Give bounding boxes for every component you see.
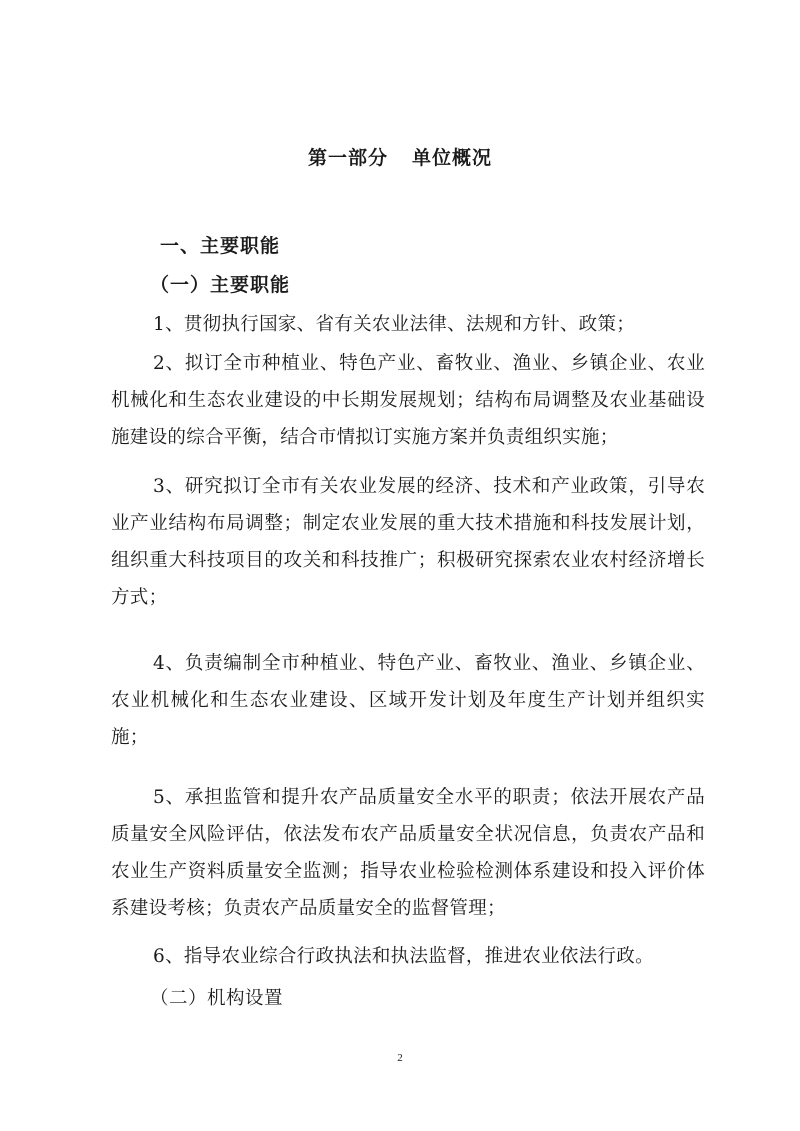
title-part-2: 单位概况 <box>412 147 493 169</box>
paragraph-item-5: 5、承担监管和提升农产品质量安全水平的职责；依法开展农产品质量安全风险评估，依法发布农产品质量安全状况信息，负责农产品和农业生产资料质量安全监测；指导农业检验检测体系建设和投入评价体系建设考核；负责农产品质量安全的监督管理； <box>111 787 705 919</box>
title-part-1: 第一部分 <box>307 147 388 169</box>
paragraph-item-2: 2、拟订全市种植业、特色产业、畜牧业、渔业、乡镇企业、农业机械化和生态农业建设的中长期发展规划；结构布局调整及农业基础设施建设的综合平衡，结合市情拟订实施方案并负责组织实施； <box>111 353 705 448</box>
paragraph-item-3: 3、研究拟订全市有关农业发展的经济、技术和产业政策，引导农业产业结构布局调整；制定农业发展的重大技术措施和科技发展计划，组织重大科技项目的攻关和科技推广；积极研究探索农业农村经济增长方式； <box>111 476 705 608</box>
paragraph-item-1: 1、贯彻执行国家、省有关农业法律、法规和方针、政策； <box>153 314 636 335</box>
paragraph-item-4: 4、负责编制全市种植业、特色产业、畜牧业、渔业、乡镇企业、农业机械化和生态农业建设、区域开发计划及年度生产计划并组织实施； <box>111 653 705 748</box>
next-subsection-heading: （二）机构设置 <box>150 988 284 1009</box>
page-number: 2 <box>397 1052 403 1064</box>
page-title <box>0 143 800 170</box>
paragraph-item-6: 6、指导农业综合行政执法和执法监督，推进农业依法行政。 <box>153 946 654 967</box>
section-heading: 一、主要职能 <box>160 235 281 257</box>
subsection-heading: （一）主要职能 <box>150 274 291 296</box>
